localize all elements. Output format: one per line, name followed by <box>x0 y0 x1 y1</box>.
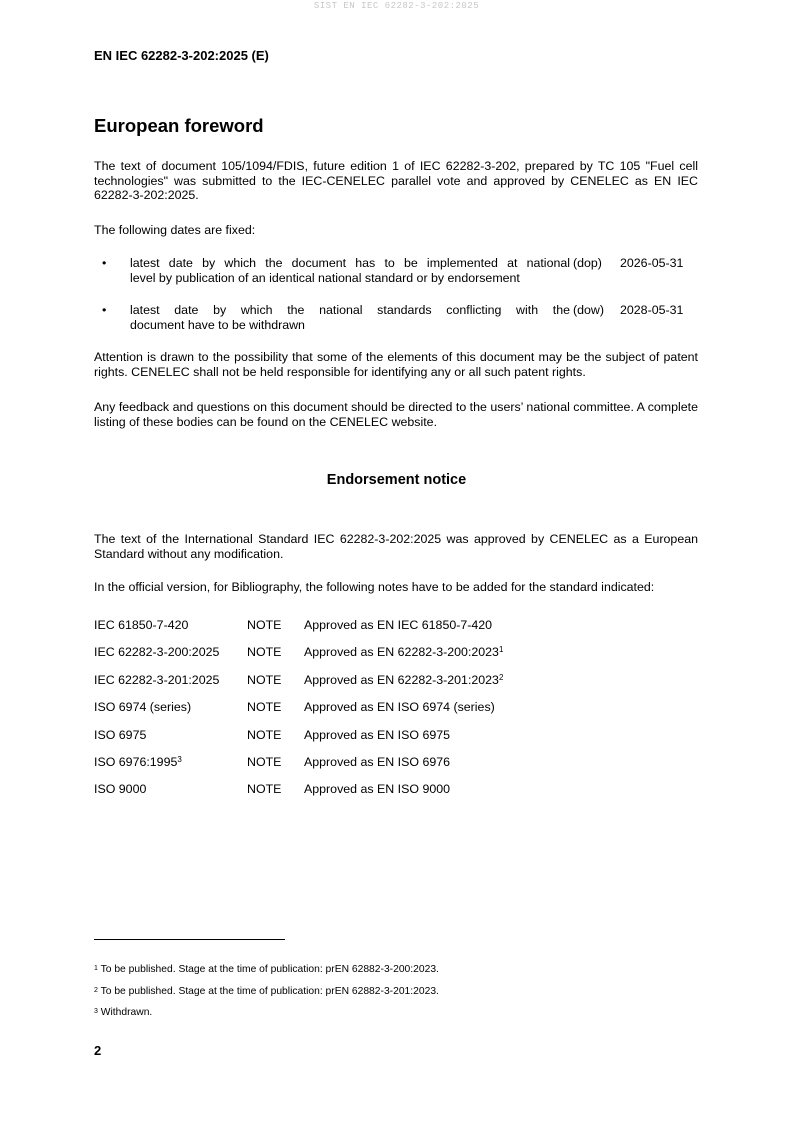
note-label: NOTE <box>247 673 282 687</box>
note-standard: IEC 62282-3-200:2025 <box>94 645 220 659</box>
footnote-mark: 2 <box>94 987 98 994</box>
document-id: EN IEC 62282-3-202:2025 (E) <box>94 48 269 63</box>
date-item-abbreviation: (dow) <box>573 303 604 317</box>
note-label: NOTE <box>247 755 282 769</box>
note-approved: Approved as EN ISO 6976 <box>304 755 451 769</box>
note-standard: ISO 6976:1995$^3$ <box>94 755 182 769</box>
note-approved: Approved as EN 62282-3-201:2023$^2$ <box>304 673 504 687</box>
footnote-reference: 1 <box>498 645 504 654</box>
note-label: NOTE <box>247 728 282 742</box>
note-standard: IEC 62282-3-201:2025 <box>94 673 220 687</box>
footnote <box>94 1006 152 1019</box>
bullet-marker: • <box>102 256 107 270</box>
note-approved: Approved as EN 62282-3-200:2023$^1$ <box>304 645 504 659</box>
footnote-separator <box>94 939 285 940</box>
date-item-date: 2026-05-31 <box>620 256 684 270</box>
footnote <box>94 985 439 998</box>
date-item-line-2: level by publication of an identical national standard or by endorsement <box>130 270 520 285</box>
patent-paragraph: Attention is drawn to the possibility that some of the elements of this document may be the subject of patent rights. CENELEC shall not be held responsible for identifying any or all such patent rights. <box>94 350 698 379</box>
note-row <box>94 727 698 745</box>
bullet-marker: • <box>102 303 107 317</box>
page-number: 2 <box>94 1043 102 1058</box>
endorsement-paragraph: The text of the International Standard IEC 62282-3-202:2025 was approved by CENELEC as a European Standard without any modification. <box>94 532 698 561</box>
date-item-line-1: latest date by which the national standards conflicting with the <box>130 303 570 317</box>
note-approved: Approved as EN ISO 9000 <box>304 782 451 796</box>
note-approved: Approved as EN ISO 6975 <box>304 728 451 742</box>
date-item-description <box>130 256 570 285</box>
note-row <box>94 754 698 772</box>
foreword-intro-paragraph: The text of document 105/1094/FDIS, future edition 1 of IEC 62282-3-202, prepared by TC 105 "Fuel cell technologies" was submitted to the IEC-CENELEC parallel vote and approved by CENELEC as EN IEC 62282-3-202:2025. <box>94 159 698 203</box>
note-label: NOTE <box>247 700 282 714</box>
bibliography-intro-paragraph: In the official version, for Bibliography, the following notes have to be added for the standard indicated: <box>94 580 655 594</box>
note-approved: Approved as EN ISO 6974 (series) <box>304 700 495 714</box>
footnote-text: Withdrawn. <box>100 1007 153 1018</box>
foreword-heading: European foreword <box>94 115 264 136</box>
date-item-line-2: document have to be withdrawn <box>130 317 305 332</box>
footnote-reference: 2 <box>498 673 504 682</box>
note-approved: Approved as EN IEC 61850-7-420 <box>304 618 493 632</box>
note-standard: ISO 9000 <box>94 782 147 796</box>
watermark: SIST EN IEC 62282-3-202:2025 <box>313 1 480 11</box>
footnote-text: To be published. Stage at the time of publication: prEN 62882-3-201:2023. <box>100 986 439 997</box>
note-row <box>94 699 698 717</box>
footnote <box>94 963 439 976</box>
footnote-reference: 3 <box>177 755 182 764</box>
dates-intro-paragraph: The following dates are fixed: <box>94 223 256 237</box>
note-standard: ISO 6975 <box>94 728 147 742</box>
note-standard: IEC 61850-7-420 <box>94 618 189 632</box>
date-item-abbreviation: (dop) <box>573 256 602 270</box>
note-row <box>94 644 698 662</box>
footnote-text: To be published. Stage at the time of publication: prEN 62882-3-200:2023. <box>100 964 439 975</box>
date-item-description <box>130 303 570 332</box>
note-row <box>94 672 698 690</box>
date-item-line-1: latest date by which the document has to be implemented at national <box>130 256 570 270</box>
endorsement-heading: Endorsement notice <box>326 472 467 488</box>
footnote-mark: 1 <box>94 965 98 972</box>
feedback-paragraph: Any feedback and questions on this document should be directed to the users’ national committee. A complete listing of these bodies can be found on the CENELEC website. <box>94 400 698 429</box>
date-item-date: 2028-05-31 <box>620 303 684 317</box>
note-row <box>94 617 698 635</box>
note-label: NOTE <box>247 645 282 659</box>
note-label: NOTE <box>247 782 282 796</box>
footnote-mark: 3 <box>94 1008 98 1015</box>
note-standard: ISO 6974 (series) <box>94 700 192 714</box>
note-label: NOTE <box>247 618 282 632</box>
note-row <box>94 781 698 799</box>
